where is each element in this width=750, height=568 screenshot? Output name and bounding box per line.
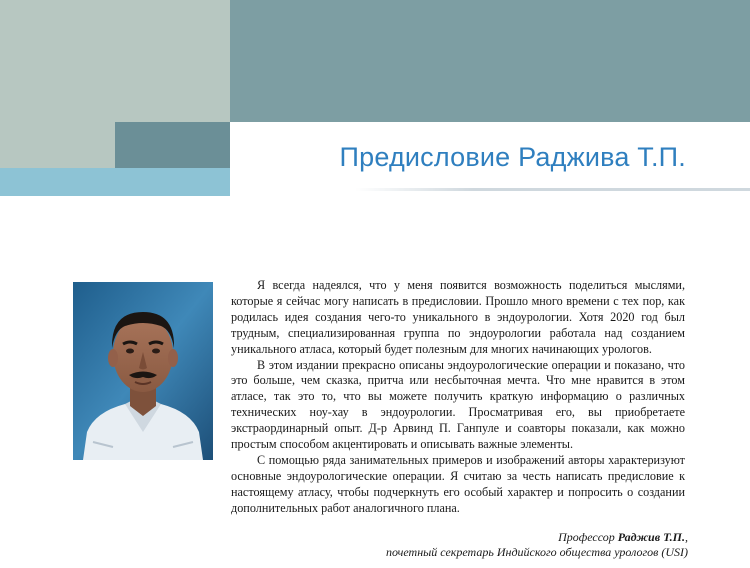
paragraph: С помощью ряда занимательных примеров и изображений авторы характеризуют основные эндоурологические операции. Я считаю за честь написать предисловие к настоящему атласу, чтобы подчеркнуть его особый характер и попросить о создании дополнительных работ аналогичного плана. [231,452,685,515]
signature-name: Раджив Т.П. [617,530,685,544]
author-portrait [73,282,213,460]
portrait-photo-icon [73,282,213,460]
decor-block-light-blue [0,168,230,196]
signature-position: почетный секретарь Индийского общества урологов (USI) [385,545,688,559]
signature-name-line [386,530,688,545]
signature-suffix: , [685,530,688,544]
preface-body [231,278,685,517]
page-title: Предисловие Раджива Т.П. [339,142,686,172]
decor-block-dark-steel [115,122,230,168]
decor-block-steel [230,0,750,122]
paragraph: Я всегда надеялся, что у меня появится возможность поделиться мыслями, которые я сейчас могу написать в предисловии. Прошло много времени с тех пор, как родилась идея создания чего-то уникального в эндоурологии. Хотя 2020 год был трудным, специализированная группа по эндоурологии работала над созданием уникального атласа, который будет полезным для многих начинающих урологов. [231,278,685,356]
paragraph: В этом издании прекрасно описаны эндоурологические операции и показано, что это больше, чем сказка, притча или несбыточная мечта. Что мне нравится в этом атласе, так это то, что вы можете получить краткую информацию о различных технических ноу-хау в эндоурологии. Просматривая его, вы приобретаете экстраординарный опыт. Д-р Арвинд П. Ганпуле и соавторы показали, как можно простым способом акцентировать и описывать важные элементы. [231,357,685,452]
signature-block [386,530,688,560]
signature-prefix: Профессор [558,530,618,544]
title-underline [355,188,750,191]
